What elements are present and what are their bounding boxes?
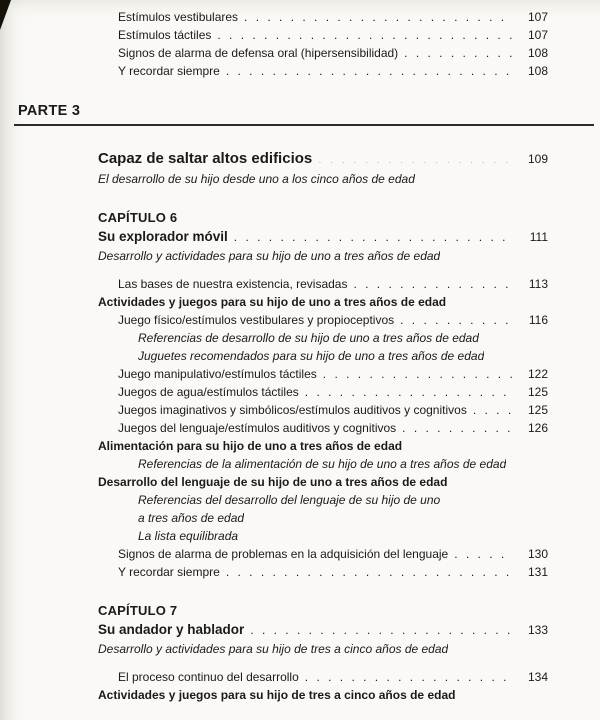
toc-page-number: 125 <box>527 385 548 399</box>
toc-entry <box>98 227 548 247</box>
toc-entry-text: Actividades y juegos para su hijo de uno a tres años de edad <box>98 295 447 309</box>
toc-entry <box>98 170 548 188</box>
toc-entry-text: Desarrollo y actividades para su hijo de tres a cinco años de edad <box>98 642 449 656</box>
toc-entry-text: Estímulos táctiles <box>118 28 212 42</box>
toc-entry-text: Capaz de saltar altos edificios <box>98 150 313 167</box>
toc-entry-text: a tres años de edad <box>138 511 245 525</box>
toc-entry-text: Juegos de agua/estímulos táctiles <box>118 385 299 399</box>
toc-entry-text: Juguetes recomendados para su hijo de uno a tres años de edad <box>138 349 485 363</box>
toc-entry-text: Referencias de desarrollo de su hijo de uno a tres años de edad <box>138 331 479 345</box>
toc-entry <box>118 26 548 44</box>
toc-entry-text: Su andador y hablador <box>98 622 245 637</box>
toc-entry-text: La lista equilibrada <box>138 529 239 543</box>
toc-entry-text: Estímulos vestibulares <box>118 10 239 24</box>
scan-artifact <box>0 0 11 30</box>
chapter-6-entries <box>18 275 548 581</box>
toc-page-number: 125 <box>527 403 548 417</box>
toc-entry-text: Actividades y juegos para su hijo de tres a cinco años de edad <box>98 688 456 702</box>
toc-entry-text: Juego físico/estímulos vestibulares y propioceptivos <box>118 313 395 327</box>
toc-entry <box>98 209 548 227</box>
dot-leader <box>323 365 512 379</box>
toc-entry <box>98 293 548 311</box>
dot-leader <box>226 62 512 76</box>
dot-leader <box>244 8 512 22</box>
toc-entry-text: Las bases de nuestra existencia, revisadas <box>118 277 348 291</box>
toc-page-number: 134 <box>527 670 548 684</box>
toc-entry-text: El desarrollo de su hijo desde uno a los cinco años de edad <box>98 172 415 186</box>
toc-entry <box>118 275 548 293</box>
toc-page-number: 113 <box>528 277 548 291</box>
toc-entry-text: Signos de alarma de defensa oral (hipersensibilidad) <box>118 46 399 60</box>
toc-entry-text: El proceso continuo del desarrollo <box>118 670 299 684</box>
dot-leader <box>250 620 512 634</box>
dot-leader <box>402 419 512 433</box>
toc-entry <box>98 640 548 658</box>
dot-leader <box>226 563 512 577</box>
previous-chapter-entries <box>18 8 548 80</box>
toc-entry <box>118 365 548 383</box>
table-of-contents <box>18 8 548 704</box>
chapter-7-entries <box>18 668 548 704</box>
toc-entry <box>118 563 548 581</box>
toc-entry <box>118 419 548 437</box>
dot-leader <box>473 401 512 415</box>
dot-leader <box>217 26 512 40</box>
dot-leader <box>318 149 512 163</box>
toc-entry <box>118 311 548 329</box>
toc-entry <box>98 686 548 704</box>
toc-page-number: 122 <box>527 367 548 381</box>
toc-page-number: 130 <box>527 547 548 561</box>
toc-entry <box>118 62 548 80</box>
toc-entry-text: Juego manipulativo/estímulos táctiles <box>118 367 317 381</box>
part-rule <box>14 124 594 126</box>
toc-entry <box>118 44 548 62</box>
toc-entry-text: Juegos imaginativos y simbólicos/estímulos auditivos y cognitivos <box>118 403 467 417</box>
toc-entry <box>138 527 548 545</box>
toc-entry-text: Juegos del lenguaje/estímulos auditivos y cognitivos <box>118 421 397 435</box>
toc-entry <box>118 401 548 419</box>
toc-page-number: 107 <box>527 10 548 24</box>
toc-page-number: 133 <box>527 623 548 637</box>
toc-page-number: 108 <box>527 46 548 60</box>
toc-entry-text: Y recordar siempre <box>118 64 220 78</box>
toc-entry-text: Y recordar siempre <box>118 565 220 579</box>
toc-entry-text: CAPÍTULO 7 <box>98 603 178 618</box>
toc-entry <box>138 347 548 365</box>
toc-page-number: 109 <box>527 152 548 166</box>
toc-entry <box>118 8 548 26</box>
toc-entry <box>98 620 548 640</box>
chapter-7-heading <box>18 602 548 658</box>
chapter-6-heading <box>18 209 548 265</box>
toc-page-number: 116 <box>528 313 548 327</box>
dot-leader <box>404 44 512 58</box>
toc-entry-text: Su explorador móvil <box>98 229 228 244</box>
toc-page-number: 126 <box>527 421 548 435</box>
toc-page-number: 131 <box>527 565 548 579</box>
dot-leader <box>400 311 512 325</box>
part-heading: PARTE 3 <box>18 103 81 119</box>
dot-leader <box>234 227 512 241</box>
toc-entry-text: CAPÍTULO 6 <box>98 210 178 225</box>
toc-entry <box>98 602 548 620</box>
toc-entry <box>98 473 548 491</box>
toc-entry <box>118 668 548 686</box>
toc-page-number: 111 <box>529 230 548 244</box>
toc-page-number: 108 <box>527 64 548 78</box>
toc-entry <box>138 509 548 527</box>
toc-entry <box>98 148 548 170</box>
toc-entry <box>138 329 548 347</box>
toc-entry-text: Referencias del desarrollo del lenguaje de su hijo de uno <box>138 493 441 507</box>
toc-entry-text: Alimentación para su hijo de uno a tres años de edad <box>98 439 403 453</box>
toc-page-number: 107 <box>527 28 548 42</box>
toc-entry-text: Signos de alarma de problemas en la adquisición del lenguaje <box>118 547 449 561</box>
dot-leader <box>305 668 512 682</box>
dot-leader <box>353 275 512 289</box>
toc-entry <box>98 437 548 455</box>
part-3-title <box>18 148 548 188</box>
toc-entry-text: Desarrollo del lenguaje de su hijo de uno a tres años de edad <box>98 475 448 489</box>
toc-entry <box>118 545 548 563</box>
toc-entry <box>118 383 548 401</box>
toc-entry-text: Desarrollo y actividades para su hijo de uno a tres años de edad <box>98 249 441 263</box>
dot-leader <box>454 545 512 559</box>
toc-entry <box>98 247 548 265</box>
part-3-heading <box>18 102 548 126</box>
dot-leader <box>305 383 512 397</box>
toc-entry <box>138 491 548 509</box>
toc-entry-text: Referencias de la alimentación de su hijo de uno a tres años de edad <box>138 457 507 471</box>
toc-entry <box>138 455 548 473</box>
